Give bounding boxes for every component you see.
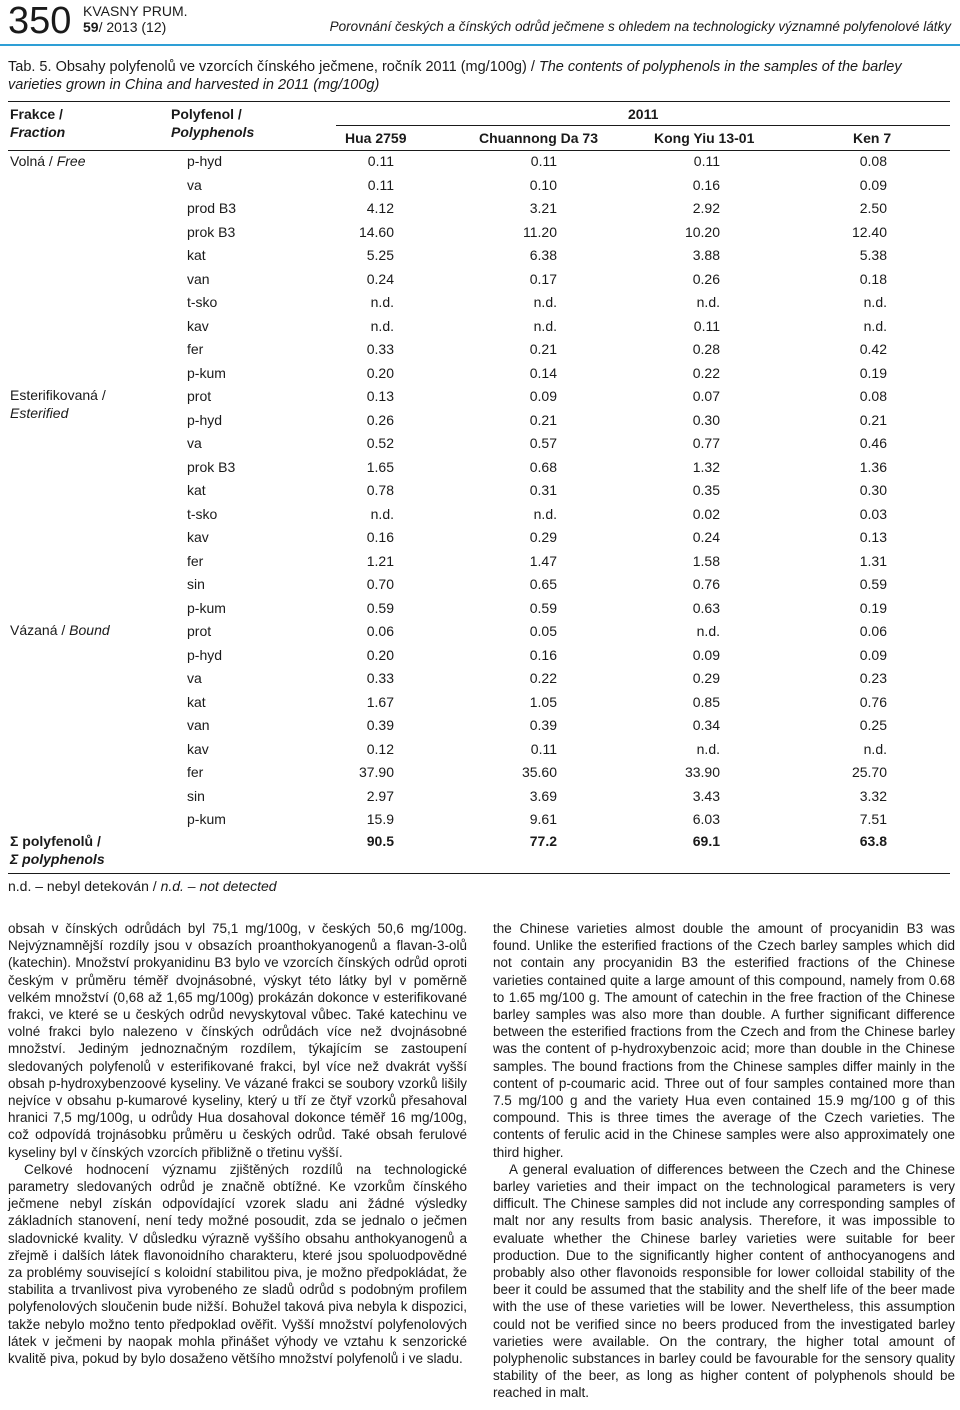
body-column-english (493, 920, 955, 1402)
polyphenol-name: t-sko (187, 294, 218, 310)
value-hua: 0.24 (366, 270, 394, 287)
fraction-bound-en: Bound (69, 622, 110, 638)
polyphenol-name: p-hyd (187, 153, 223, 169)
value-hua: n.d. (370, 505, 394, 522)
table-bottom-rule (8, 873, 950, 874)
value-ken: 1.31 (859, 552, 887, 569)
value-chuannong: 0.16 (529, 646, 557, 663)
value-kongyiu: 0.07 (692, 388, 720, 404)
value-ken: 0.30 (859, 482, 887, 498)
value-hua: 0.26 (366, 411, 394, 428)
paragraph-cz-1: obsah v čínských odrůdách byl 75,1 mg/100g, v českých 50,6 mg/100g. Nejvýznamnější rozdíly jsou v obsazích proanthokyanogenů a flavan-3-olů (katechin). Množství prokyanidinu B3 bylo ve vzorcích čínských odrůd oproti českým v průměru téměř dvojnásobné, výskyt této látky byl v poměrně velkém množství (0,68 až 1,65 mg/100g) prokázán dokonce v esterifikované frakci, ve které se u českých odrůd nevyskytoval vůbec. Také katechinu ve volné frakci bylo nalezeno v čínských odrůdách více než dvojnásobné množství. Jediným jednoznačným rozdílem, týkajícím se zastoupení sledovaných polyfenolů v esterifikované frakci, byl více než dvakrát vyšší obsah p-hydroxybenzoové kyseliny. Ve vázané frakci se soubory vzorků lišily nejvíce v obsahu p-kumarové kyseliny, který u tří ze čtyř vzorků přesahoval hranici 7,5 mg/100g, u odrůdy Hua dosahoval dokonce téměř 16 mg/100g, což odpovídá trojnásobku průměru u českých odrůd. Také obsah ferulové kyseliny byl v čínských vzorcích přibližně o třetinu vyšší. (8, 921, 467, 1160)
value-ken: 0.18 (859, 270, 887, 287)
value-kongyiu: n.d. (696, 294, 720, 310)
fraction-bound-cz: Vázaná / (10, 622, 70, 638)
value-kongyiu: 0.85 (692, 693, 720, 710)
value-chuannong: 0.21 (529, 411, 557, 428)
value-chuannong: 3.69 (529, 787, 557, 804)
polyphenol-name: p-hyd (187, 646, 223, 663)
polyphenol-name: p-kum (187, 811, 226, 827)
caption-label: Tab. 5. (8, 59, 52, 75)
value-chuannong: 0.65 (529, 576, 557, 592)
value-ken: 7.51 (859, 811, 887, 827)
value-hua: 0.11 (367, 153, 394, 169)
body-column-czech (8, 920, 467, 1367)
value-hua: 15.9 (366, 811, 394, 827)
value-chuannong: 35.60 (521, 764, 557, 780)
value-ken: 0.59 (859, 576, 887, 592)
value-chuannong: 0.59 (529, 599, 557, 616)
value-hua: n.d. (370, 294, 394, 310)
value-chuannong: 0.29 (529, 529, 557, 545)
polyphenol-name: prot (187, 623, 212, 639)
header-fraction-en: Fraction (10, 124, 66, 140)
value-kongyiu: 0.30 (692, 411, 720, 428)
value-hua: 0.33 (366, 341, 394, 357)
polyphenol-name: va (187, 176, 202, 193)
header-fraction-cz: Frakce / (10, 106, 63, 122)
value-kongyiu: 0.16 (692, 176, 720, 193)
sum-hua: 90.5 (366, 833, 394, 849)
value-hua: 0.59 (366, 599, 394, 616)
value-ken: 0.19 (859, 599, 887, 616)
value-kongyiu: n.d. (696, 740, 720, 757)
header-polyphenol-cz: Polyfenol / (171, 106, 242, 122)
value-hua: 0.70 (366, 576, 394, 592)
value-chuannong: 0.10 (529, 176, 557, 193)
header-year: 2011 (628, 106, 659, 122)
fraction-free-cz: Volná / (10, 153, 57, 169)
value-kongyiu: 0.77 (692, 435, 720, 451)
header-variety-ken: Ken 7 (853, 130, 892, 146)
value-chuannong: 0.09 (529, 388, 557, 404)
fraction-label-bound (10, 622, 110, 639)
value-hua: 0.06 (366, 623, 394, 639)
value-ken: 0.19 (859, 364, 887, 381)
header-bottom-rule (8, 150, 950, 151)
value-chuannong: 0.39 (529, 717, 557, 733)
paragraph-cz-2: Celkové hodnocení významu zjištěných rozdílů na technologické parametry sledovaných odrůd je značně obtížné. Ke vzorkům čínského ječmene nebyl získán odpovídající vzorek sladu ani žádné výsledky základních stanovení, není tedy možné posoudit, zda se jednalo o ječmen sladovnické kvality. V důsledku výrazně vyššího obsahu anthokyanogenů a zřejmě i dalších látek flavonoidního charakteru, které jsou spoluodpovědné za problémy související s koloidní stabilitou piva, je možno předpokládat, že stabilita a trvanlivost piva vyrobeného ze sladů odrůd s podobným profilem polyfenolových sloučenin bude nižší. Bohužel taková piva nebyla k dispozici, takže nebylo možno tento předpoklad ověřit. Vyšší množství polyfenolových látek v ječmeni by naopak mohla přinášet výhody ve vztahu k senzorické kvalitě piva, pokud by bylo dosaženo většího množství polyfenolů i ve sladu. (8, 1161, 467, 1367)
polyphenol-name: p-kum (187, 364, 226, 381)
table-caption (8, 58, 953, 94)
value-chuannong: 0.21 (529, 341, 557, 357)
fraction-free-en: Free (56, 153, 86, 169)
fraction-esterified-cz: Esterifikovaná / (10, 387, 106, 403)
value-chuannong: 0.11 (530, 740, 557, 757)
value-hua: 0.11 (367, 176, 394, 193)
polyphenol-name: prot (187, 388, 212, 404)
value-chuannong: 6.38 (529, 247, 557, 263)
polyphenol-name: prok B3 (187, 223, 236, 240)
header-variety-kongyiu: Kong Yiu 13-01 (654, 130, 755, 146)
polyphenol-name: fer (187, 764, 204, 780)
header-variety-hua: Hua 2759 (345, 130, 407, 146)
value-chuannong: 0.05 (529, 623, 557, 639)
value-ken: 0.08 (859, 153, 887, 169)
paragraph-en-2: A general evaluation of differences between the Czech and the Chinese barley varieties and their impact on the technological parameters is very difficult. The Chinese samples did not include any corresponding samples of malt nor any results from basic analysis. Therefore, it was impossible to evaluate whether the Chinese barley varieties were suitable for beer production. Due to the significantly higher content of anthocyanogens and probably also other flavonoids responsible for lower colloidal stability of the beer it could be assumed that the stability and the shelf life of the beer made with the use of these varieties will be lower. Nevertheless, this assumption could not be verified since no beers produced from the investigated barley varieties were available. On the contrary, the higher total amount of polyphenolic substances in barley could be favourable for the sensory quality stability of the beer, as long as higher content of polyphenols should be reached in malt. (493, 1161, 955, 1401)
polyphenol-name: fer (187, 341, 204, 357)
page-number: 350 (8, 0, 72, 42)
caption-text-en: The contents of polyphenols in the samples of the barley varieties grown in China and harvested in 2011 (mg/100g) (8, 59, 902, 93)
value-chuannong: n.d. (533, 505, 557, 522)
sum-label-cz: Σ polyfenolů / (10, 833, 101, 849)
value-kongyiu: 3.43 (692, 787, 720, 804)
polyphenol-name: kat (187, 693, 206, 710)
journal-issue (83, 19, 166, 35)
polyphenol-name: p-hyd (187, 411, 223, 428)
value-ken: 0.42 (859, 341, 887, 357)
value-hua: 0.16 (366, 529, 394, 545)
running-head: Porovnání českých a čínských odrůd ječmene s ohledem na technologicky významné polyfenolové látky (329, 19, 951, 34)
value-chuannong: 0.31 (529, 482, 557, 498)
table-top-rule (8, 101, 950, 102)
value-chuannong: 3.21 (529, 200, 557, 216)
value-ken: 3.32 (859, 787, 887, 804)
value-ken: n.d. (863, 740, 887, 757)
value-kongyiu: 0.02 (692, 505, 720, 522)
value-kongyiu: 1.32 (692, 458, 720, 475)
value-hua: 1.21 (366, 552, 394, 569)
polyphenol-name: kat (187, 482, 206, 498)
polyphenol-name: kav (187, 317, 209, 334)
value-hua: 5.25 (366, 247, 394, 263)
value-ken: n.d. (863, 317, 887, 334)
value-ken: 0.21 (859, 411, 887, 428)
value-kongyiu: 10.20 (684, 223, 720, 240)
value-hua: 4.12 (366, 200, 394, 216)
value-ken: 1.36 (859, 458, 887, 475)
value-chuannong: 0.22 (529, 670, 557, 686)
sum-label-en: Σ polyphenols (10, 851, 105, 867)
value-hua: 37.90 (358, 764, 394, 780)
value-kongyiu: 0.76 (692, 576, 720, 592)
value-kongyiu: 2.92 (692, 200, 720, 216)
value-hua: 0.13 (366, 388, 394, 404)
issue-year: / 2013 (12) (98, 19, 167, 35)
polyphenol-name: van (187, 270, 210, 287)
header-rule (0, 44, 960, 46)
value-chuannong: 11.20 (523, 223, 557, 240)
value-kongyiu: 0.63 (692, 599, 720, 616)
value-kongyiu: 0.24 (692, 529, 720, 545)
polyphenol-name: kav (187, 529, 209, 545)
sum-chuannong: 77.2 (529, 833, 557, 849)
value-ken: 0.13 (859, 529, 887, 545)
polyphenol-name: prod B3 (187, 200, 237, 216)
header-variety-chuannong: Chuannong Da 73 (479, 130, 599, 146)
value-ken: 0.08 (859, 388, 887, 404)
value-ken: 0.46 (859, 435, 887, 451)
polyphenol-name: kat (187, 247, 206, 263)
value-kongyiu: 0.35 (692, 482, 720, 498)
value-kongyiu: 0.34 (692, 717, 720, 733)
value-hua: 0.20 (366, 646, 394, 663)
value-chuannong: 1.47 (529, 552, 557, 569)
value-kongyiu: 0.22 (692, 364, 720, 381)
polyphenol-name: va (187, 670, 202, 686)
sum-kongyiu: 69.1 (692, 833, 720, 849)
value-hua: 0.78 (366, 482, 394, 498)
value-hua: 0.33 (366, 670, 394, 686)
value-ken: 0.09 (859, 646, 887, 663)
value-kongyiu: 0.26 (692, 270, 720, 287)
value-hua: 0.20 (366, 364, 394, 381)
fraction-esterified-en: Esterified (10, 405, 69, 421)
value-chuannong: 0.57 (529, 435, 557, 451)
value-hua: 0.12 (366, 740, 394, 757)
value-ken: 0.03 (859, 505, 887, 522)
polyphenol-name: va (187, 435, 202, 451)
value-ken: 0.23 (859, 670, 887, 686)
value-ken: 25.70 (851, 764, 887, 780)
value-chuannong: 9.61 (529, 811, 557, 827)
value-ken: 0.76 (859, 693, 887, 710)
sum-ken: 63.8 (859, 833, 887, 849)
polyphenol-name: kav (187, 740, 209, 757)
value-chuannong: 0.11 (530, 153, 557, 169)
value-kongyiu: 3.88 (692, 247, 720, 263)
value-chuannong: n.d. (533, 317, 557, 334)
value-ken: 5.38 (859, 247, 887, 263)
paragraph-en-1: the Chinese varieties almost double the amount of procyanidin B3 was found. Unlike the esterified fractions of the Czech barley samples which did not contain any procyanidin B3 the esterified fractions of the Chinese varieties contained quite a large amount of this compound, namely from 0.68 to 1.65 mg/100 g. The amount of catechin in the free fraction of the Chinese barley samples was also more than double. A further significant difference between the esterified fractions from the Czech and from the Chinese barley was the content of p-hydroxybenzoic acid; more than double in the Chinese samples. The bound fractions from the Chinese samples differ mainly in the content of p-coumaric acid. Three out of four samples contained more than 7.5 mg/100 g and the variety Hua even contained 15.9 mg/100 g of this compound. This is three times the average of the Czech varieties. The contents of ferulic acid in the Chinese samples were also approximately one third higher. (493, 921, 955, 1160)
value-kongyiu: 0.11 (693, 317, 720, 334)
polyphenol-name: sin (187, 787, 205, 804)
value-hua: 0.39 (366, 717, 394, 733)
footnote-cz: n.d. – nebyl detekován / (8, 878, 161, 894)
year-rule (336, 125, 950, 126)
value-hua: 1.67 (366, 693, 394, 710)
polyphenol-name: prok B3 (187, 458, 236, 475)
value-ken: 2.50 (859, 200, 887, 216)
value-kongyiu: 1.58 (692, 552, 720, 569)
journal-name: KVASNY PRUM. (83, 3, 188, 19)
fraction-label-free (10, 153, 86, 170)
value-chuannong: 0.17 (529, 270, 557, 287)
value-chuannong: 0.68 (529, 458, 557, 475)
value-kongyiu: 33.90 (684, 764, 720, 780)
polyphenol-name: fer (187, 552, 204, 569)
value-chuannong: 0.14 (529, 364, 557, 381)
value-hua: 14.60 (358, 223, 394, 240)
value-hua: 0.52 (366, 435, 394, 451)
polyphenol-name: sin (187, 576, 205, 592)
value-ken: 12.40 (851, 223, 887, 240)
value-kongyiu: 6.03 (692, 811, 720, 827)
value-kongyiu: 0.11 (693, 153, 720, 169)
value-kongyiu: 0.28 (692, 341, 720, 357)
value-hua: n.d. (370, 317, 394, 334)
value-ken: n.d. (863, 294, 887, 310)
value-kongyiu: 0.09 (692, 646, 720, 663)
value-chuannong: n.d. (533, 294, 557, 310)
value-ken: 0.25 (859, 717, 887, 733)
volume: 59 (83, 19, 99, 35)
value-kongyiu: 0.29 (692, 670, 720, 686)
caption-text-cz: Obsahy polyfenolů ve vzorcích čínského ječmene, ročník 2011 (mg/100g) / (55, 59, 539, 75)
footnote-en: n.d. – not detected (160, 878, 277, 894)
polyphenol-name: t-sko (187, 505, 218, 522)
value-hua: 2.97 (366, 787, 394, 804)
polyphenol-name: van (187, 717, 210, 733)
polyphenol-name: p-kum (187, 599, 226, 616)
value-ken: 0.06 (859, 623, 887, 639)
value-kongyiu: n.d. (696, 623, 720, 639)
value-chuannong: 1.05 (529, 693, 557, 710)
table-footnote (8, 878, 277, 895)
value-hua: 1.65 (366, 458, 394, 475)
value-ken: 0.09 (859, 176, 887, 193)
header-polyphenol-en: Polyphenols (171, 124, 255, 140)
